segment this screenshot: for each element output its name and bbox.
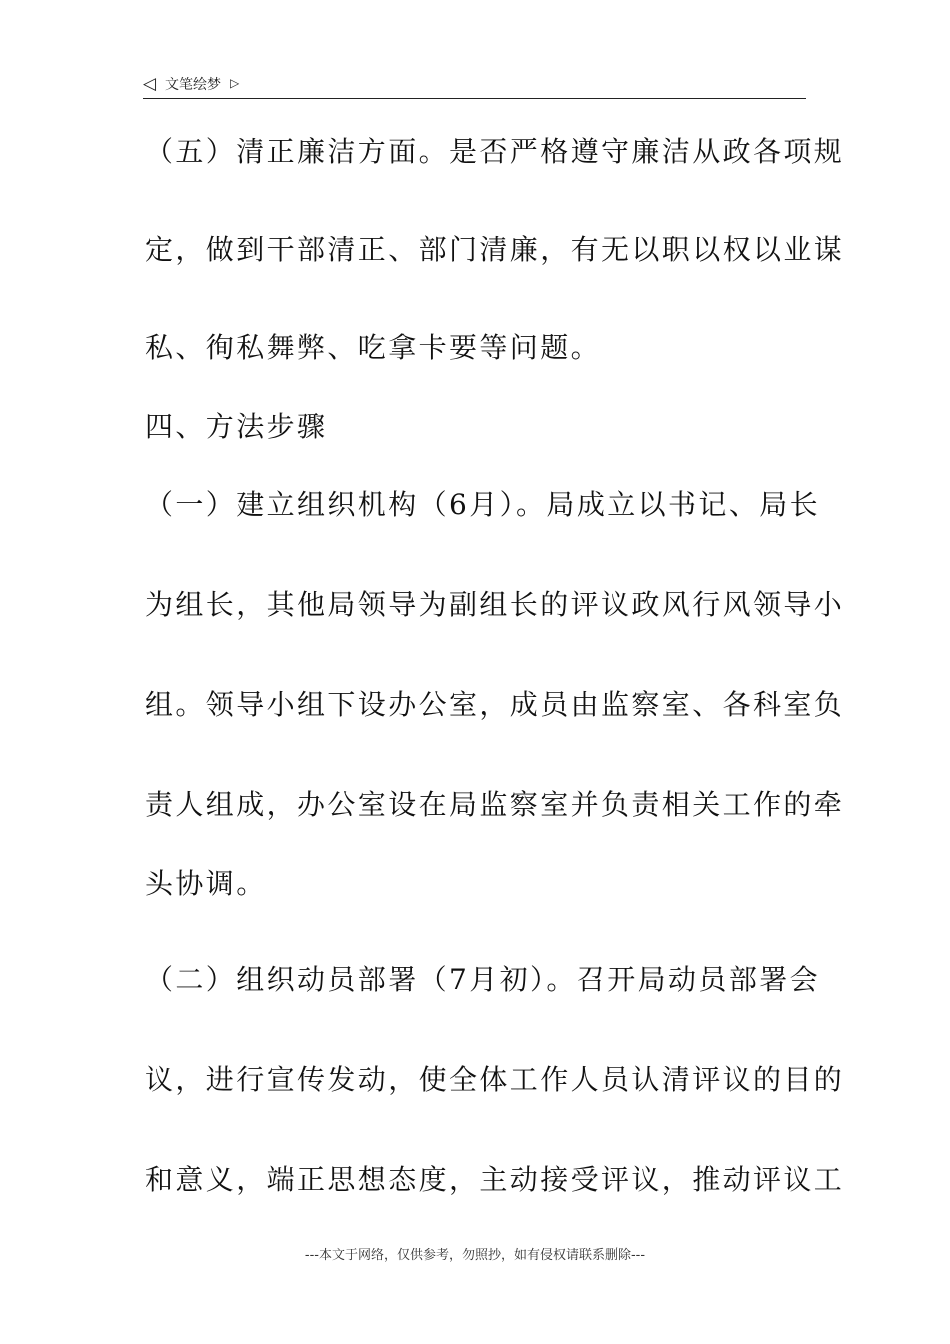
body-line: 组。领导小组下设办公室，成员由监察室、各科室负 <box>145 688 845 721</box>
right-triangle-icon: ▷ <box>230 76 240 90</box>
body-line: （五）清正廉洁方面。是否严格遵守廉洁从政各项规 <box>145 135 845 168</box>
page-header <box>143 74 806 99</box>
left-triangle-icon: ◁ <box>143 74 157 94</box>
body-line: 议，进行宣传发动，使全体工作人员认清评议的目的 <box>145 1063 845 1096</box>
body-line: （一）建立组织机构（6月）。局成立以书记、局长 <box>145 488 821 521</box>
page-footer: ---本文于网络，仅供参考，勿照抄，如有侵权请联系删除--- <box>304 1248 646 1263</box>
body-line: （二）组织动员部署（7月初）。召开局动员部署会 <box>145 963 821 996</box>
body-line: 头协调。 <box>145 867 267 900</box>
section-heading: 四、方法步骤 <box>145 410 328 443</box>
body-line: 责人组成，办公室设在局监察室并负责相关工作的牵 <box>145 788 845 821</box>
header-brand: 文笔绘梦 <box>165 77 221 93</box>
body-line: 为组长，其他局领导为副组长的评议政风行风领导小 <box>145 588 845 621</box>
body-line: 定，做到干部清正、部门清廉，有无以职以权以业谋 <box>145 233 845 266</box>
body-line: 私、徇私舞弊、吃拿卡要等问题。 <box>145 331 602 364</box>
body-line: 和意义，端正思想态度，主动接受评议，推动评议工 <box>145 1163 845 1196</box>
